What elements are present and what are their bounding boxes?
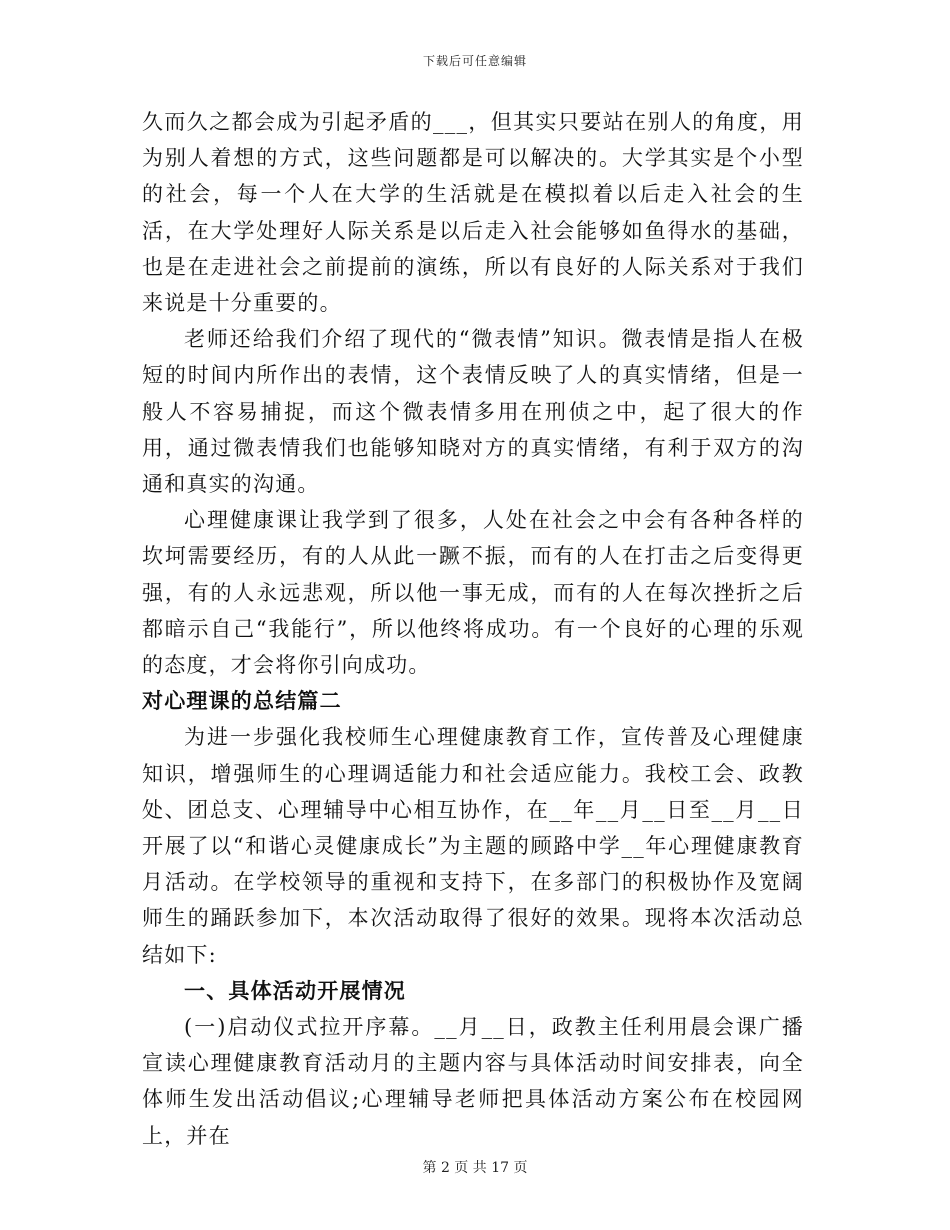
paragraph-1: 久而久之都会成为引起矛盾的___，但其实只要站在别人的角度，用为别人着想的方式，这些问题都是可以解决的。大学其实是个小型的社会，每一个人在大学的生活就是在模拟着以后走入社会的生活，在大学处理好人际关系是以后走入社会能够如鱼得水的基础，也是在走进社会之前提前的演练，所以有良好的人际关系对于我们来说是十分重要的。	[142, 110, 804, 316]
subheading: 一、具体活动开展情况	[184, 977, 406, 1003]
paragraph-4: 为进一步强化我校师生心理健康教育工作，宣传普及心理健康知识，增强师生的心理调适能力和社会适应能力。我校工会、政教处、团总支、心理辅导中心相互协作，在__年__月__日至__月__日开展了以“和谐心灵健康成长”为主题的顾路中学__年心理健康教育月活动。在学校领导的重视和支持下，在多部门的积极协作及宽阔师生的踊跃参加下，本次活动取得了很好的效果。现将本次活动总结如下:	[142, 725, 804, 967]
paragraph-3: 心理健康课让我学到了很多，人处在社会之中会有各种各样的坎坷需要经历，有的人从此一蹶不振，而有的人在打击之后变得更强，有的人永远悲观，所以他一事无成，而有的人在每次挫折之后都暗示自己“我能行”，所以他终将成功。有一个良好的心理的乐观的态度，才会将你引向成功。	[142, 508, 804, 678]
page-footer: 第 2 页 共 17 页	[422, 1160, 528, 1176]
document-body	[142, 104, 804, 1154]
section-title: 对心理课的总结篇二	[142, 688, 342, 714]
paragraph-2: 老师还给我们介绍了现代的“微表情”知识。微表情是指人在极短的时间内所作出的表情，这个表情反映了人的真实情绪，但是一般人不容易捕捉，而这个微表情多用在刑侦之中，起了很大的作用，通过微表情我们也能够知晓对方的真实情绪，有利于双方的沟通和真实的沟通。	[142, 327, 804, 497]
page-header-note: 下载后可任意编辑	[422, 54, 527, 68]
paragraph-5: (一)启动仪式拉开序幕。__月__日，政教主任利用晨会课广播宣读心理健康教育活动月的主题内容与具体活动时间安排表，向全体师生发出活动倡议;心理辅导老师把具体活动方案公布在校园网上，并在	[142, 1015, 804, 1148]
